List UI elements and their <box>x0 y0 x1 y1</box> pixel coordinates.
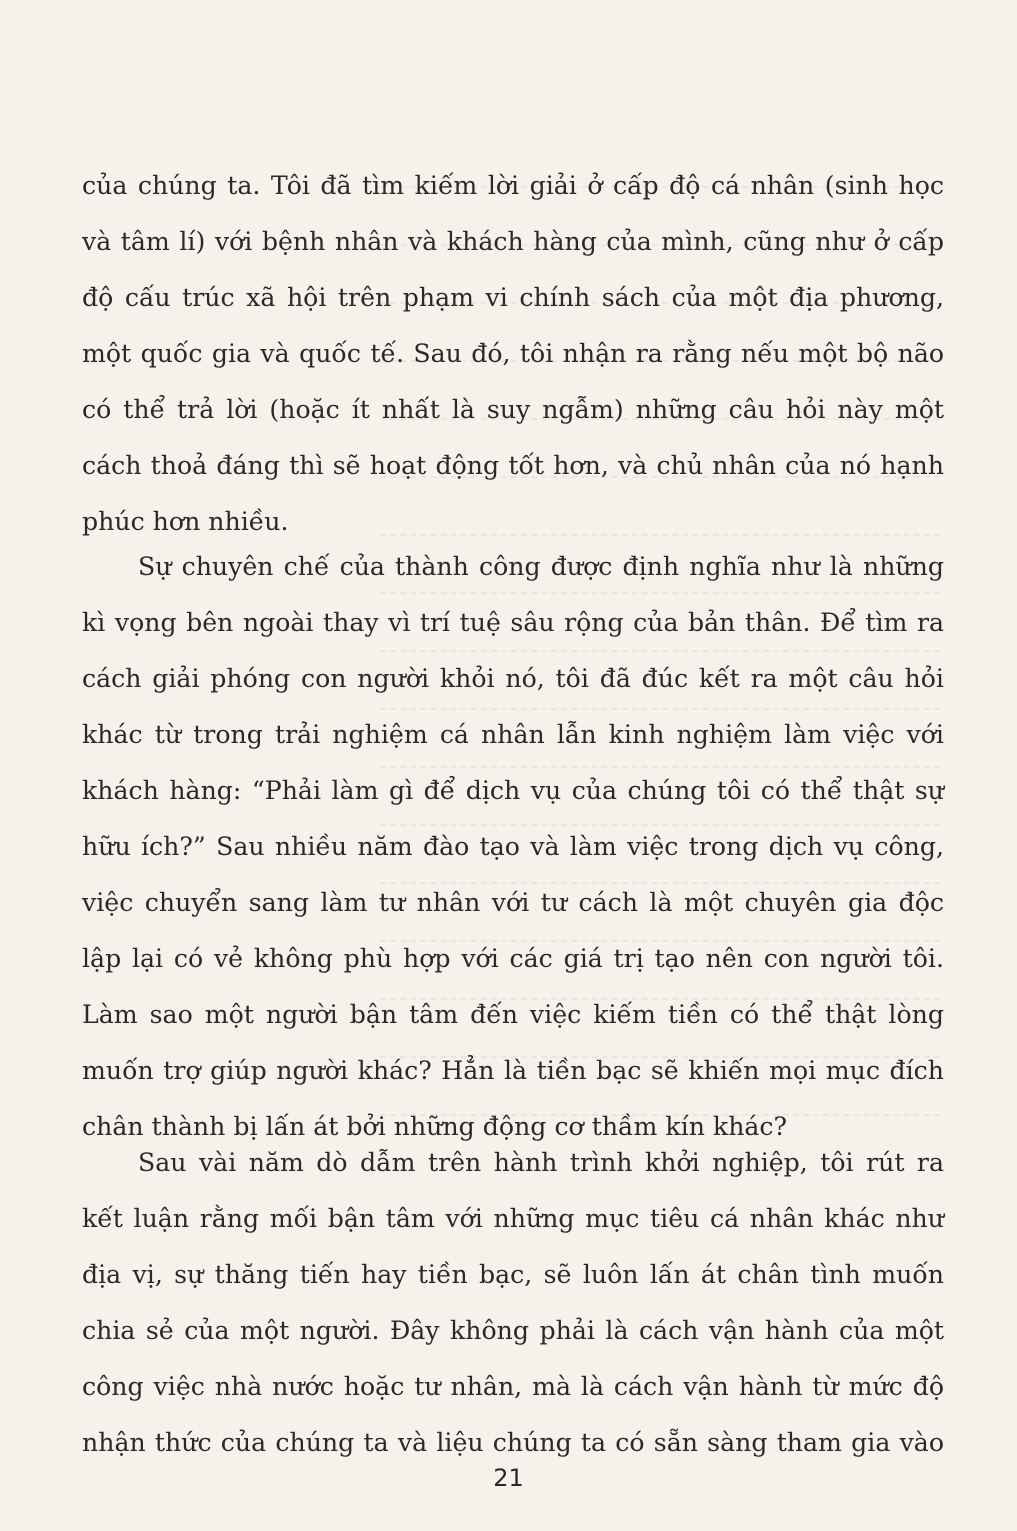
text-line: địa vị, sự thăng tiến hay tiền bạc, sẽ luôn lấn át chân tình muốn <box>82 1260 944 1289</box>
text-line: hữu ích?” Sau nhiều năm đào tạo và làm việc trong dịch vụ công, <box>82 832 944 861</box>
text-line: muốn trợ giúp người khác? Hẳn là tiền bạc sẽ khiến mọi mục đích <box>82 1056 944 1085</box>
paragraph-3 <box>82 1135 944 1471</box>
text-line: Sau vài năm dò dẫm trên hành trình khởi nghiệp, tôi rút ra <box>138 1148 944 1177</box>
text-line: chân thành bị lấn át bởi những động cơ thầm kín khác? <box>82 1112 788 1141</box>
text-line: phúc hơn nhiều. <box>82 507 289 536</box>
text-line: chia sẻ của một người. Đây không phải là cách vận hành của một <box>82 1316 944 1345</box>
text-line: kì vọng bên ngoài thay vì trí tuệ sâu rộng của bản thân. Để tìm ra <box>82 608 944 637</box>
text-line: lập lại có vẻ không phù hợp với các giá trị tạo nên con người tôi. <box>82 944 944 973</box>
text-line: nhận thức của chúng ta và liệu chúng ta có sẵn sàng tham gia vào <box>82 1428 944 1457</box>
text-line: việc chuyển sang làm tư nhân với tư cách là một chuyên gia độc <box>82 888 944 917</box>
text-line: một quốc gia và quốc tế. Sau đó, tôi nhận ra rằng nếu một bộ não <box>82 339 944 368</box>
text-line: cách giải phóng con người khỏi nó, tôi đã đúc kết ra một câu hỏi <box>82 664 944 693</box>
text-line: cách thoả đáng thì sẽ hoạt động tốt hơn, và chủ nhân của nó hạnh <box>82 451 944 480</box>
text-line: độ cấu trúc xã hội trên phạm vi chính sách của một địa phương, <box>82 283 944 312</box>
paragraph-1 <box>82 158 944 550</box>
text-line: khách hàng: “Phải làm gì để dịch vụ của chúng tôi có thể thật sự <box>82 776 944 805</box>
text-line: khác từ trong trải nghiệm cá nhân lẫn kinh nghiệm làm việc với <box>82 720 944 749</box>
page-number: 21 <box>493 1464 524 1492</box>
text-line: Sự chuyên chế của thành công được định nghĩa như là những <box>138 552 944 581</box>
text-line: có thể trả lời (hoặc ít nhất là suy ngẫm) những câu hỏi này một <box>82 395 944 424</box>
text-line: công việc nhà nước hoặc tư nhân, mà là cách vận hành từ mức độ <box>82 1372 944 1401</box>
paragraph-2 <box>82 539 944 1155</box>
text-line: và tâm lí) với bệnh nhân và khách hàng của mình, cũng như ở cấp <box>82 227 944 256</box>
text-line: của chúng ta. Tôi đã tìm kiếm lời giải ở cấp độ cá nhân (sinh học <box>82 171 944 200</box>
text-line: Làm sao một người bận tâm đến việc kiếm tiền có thể thật lòng <box>82 1000 944 1029</box>
text-line: kết luận rằng mối bận tâm với những mục tiêu cá nhân khác như <box>82 1204 944 1233</box>
